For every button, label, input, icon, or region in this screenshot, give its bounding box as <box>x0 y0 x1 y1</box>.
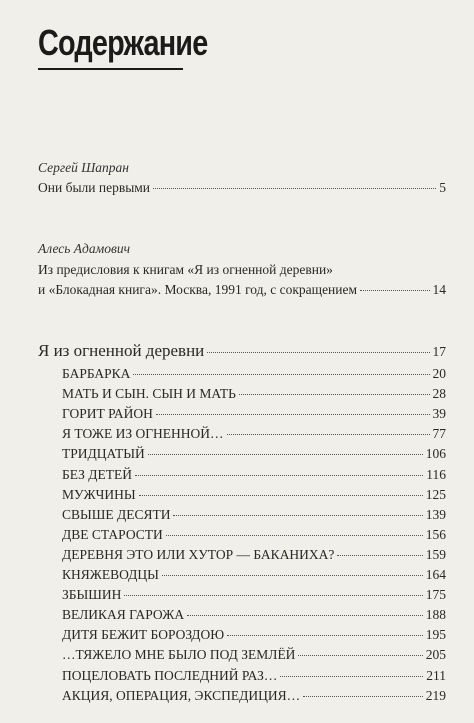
leader-dots <box>239 394 430 395</box>
toc-entry[interactable] <box>62 446 446 462</box>
leader-dots <box>280 676 423 677</box>
leader-dots <box>227 635 423 636</box>
toc-entry[interactable] <box>62 426 446 442</box>
toc-entry[interactable] <box>62 527 446 543</box>
toc-entry[interactable] <box>62 366 446 382</box>
entry-page: 205 <box>425 647 446 663</box>
entry-page: 28 <box>432 386 446 402</box>
entry-page: 14 <box>432 282 446 297</box>
toc-entry[interactable] <box>62 587 446 603</box>
entry-page: 20 <box>432 366 446 381</box>
entry-label: СВЫШЕ ДЕСЯТИ <box>62 506 171 522</box>
entry-page: 125 <box>425 486 446 502</box>
title-underline <box>38 68 183 70</box>
entry-page: 116 <box>426 466 446 482</box>
leader-dots <box>207 352 429 353</box>
toc-entry[interactable] <box>62 668 446 684</box>
leader-dots <box>173 515 422 516</box>
leader-dots <box>187 615 423 616</box>
leader-dots <box>303 696 423 697</box>
entry-label: БАРБАРКА <box>62 366 131 381</box>
toc-entry[interactable] <box>62 688 446 704</box>
entry-label: ТРИДЦАТЫЙ <box>62 446 145 462</box>
author-name: Сергей Шапран <box>38 160 129 175</box>
entry-page: 159 <box>425 546 446 562</box>
entry-page: 156 <box>425 526 446 542</box>
toc-entry[interactable] <box>62 507 446 523</box>
toc-entry[interactable] <box>62 406 446 422</box>
entry-page: 211 <box>426 667 446 683</box>
leader-dots <box>156 414 430 415</box>
entry-label: ДИТЯ БЕЖИТ БОРОЗДОЮ <box>62 627 225 643</box>
leader-dots <box>337 555 422 556</box>
leader-dots <box>135 475 423 476</box>
entry-label: ДВЕ СТАРОСТИ <box>62 526 163 542</box>
entry-label: МУЖЧИНЫ <box>62 486 136 502</box>
leader-dots <box>139 495 423 496</box>
entry-label: ГОРИТ РАЙОН <box>62 406 153 422</box>
toc-entry[interactable] <box>62 607 446 623</box>
entry-label: Я ТОЖЕ ИЗ ОГНЕННОЙ… <box>62 426 224 442</box>
toc-entry[interactable] <box>62 487 446 503</box>
toc-entry[interactable] <box>38 180 446 196</box>
entry-page: 175 <box>425 587 446 603</box>
toc-entry[interactable] <box>62 627 446 643</box>
entry-label: ДЕРЕВНЯ ЭТО ИЛИ ХУТОР — БАКАНИХА? <box>62 546 335 562</box>
entry-page: 39 <box>432 406 446 422</box>
toc-entry[interactable] <box>62 647 446 663</box>
entry-label-line: Из предисловия к книгам «Я из огненной деревни» <box>38 262 333 277</box>
leader-dots <box>166 535 423 536</box>
entry-label: и «Блокадная книга». Москва, 1991 год, с сокращением <box>38 282 358 297</box>
entry-label: ПОЦЕЛОВАТЬ ПОСЛЕДНИЙ РАЗ… <box>62 667 278 683</box>
entry-page: 139 <box>425 506 446 522</box>
entry-label: КНЯЖЕВОДЦЫ <box>62 567 159 582</box>
entry-page: 195 <box>425 627 446 643</box>
entry-page: 164 <box>425 567 446 582</box>
entry-label: АКЦИЯ, ОПЕРАЦИЯ, ЭКСПЕДИЦИЯ… <box>62 687 301 703</box>
leader-dots <box>298 655 422 656</box>
entry-label: …ТЯЖЕЛО МНЕ БЫЛО ПОД ЗЕМЛЁЙ <box>62 647 296 663</box>
entry-page: 77 <box>432 426 446 442</box>
leader-dots <box>124 595 422 596</box>
entry-page: 17 <box>432 344 446 359</box>
leader-dots <box>360 290 429 291</box>
entry-page: 5 <box>439 180 446 195</box>
leader-dots <box>148 454 423 455</box>
page-title: Содержание <box>38 22 208 63</box>
toc-entry[interactable] <box>62 467 446 483</box>
leader-dots <box>227 434 430 435</box>
entry-label: МАТЬ И СЫН. СЫН И МАТЬ <box>62 386 236 402</box>
toc-entry[interactable] <box>62 547 446 563</box>
entry-page: 106 <box>425 446 446 462</box>
entry-label: Я из огненной деревни <box>38 341 205 360</box>
entry-page: 219 <box>425 687 446 703</box>
toc-entry[interactable] <box>62 386 446 402</box>
toc-entry[interactable] <box>38 282 446 298</box>
author-name: Алесь Адамович <box>38 241 131 256</box>
leader-dots <box>153 188 436 189</box>
entry-label: БЕЗ ДЕТЕЙ <box>62 466 132 482</box>
toc-entry[interactable] <box>62 567 446 583</box>
toc-main-entry[interactable] <box>38 341 446 361</box>
entry-label: ЗБЫШИН <box>62 587 122 603</box>
leader-dots <box>162 575 423 576</box>
entry-page: 188 <box>425 607 446 623</box>
leader-dots <box>133 374 429 375</box>
entry-label: Они были первыми <box>38 180 151 195</box>
entry-label: ВЕЛИКАЯ ГАРОЖА <box>62 607 185 623</box>
